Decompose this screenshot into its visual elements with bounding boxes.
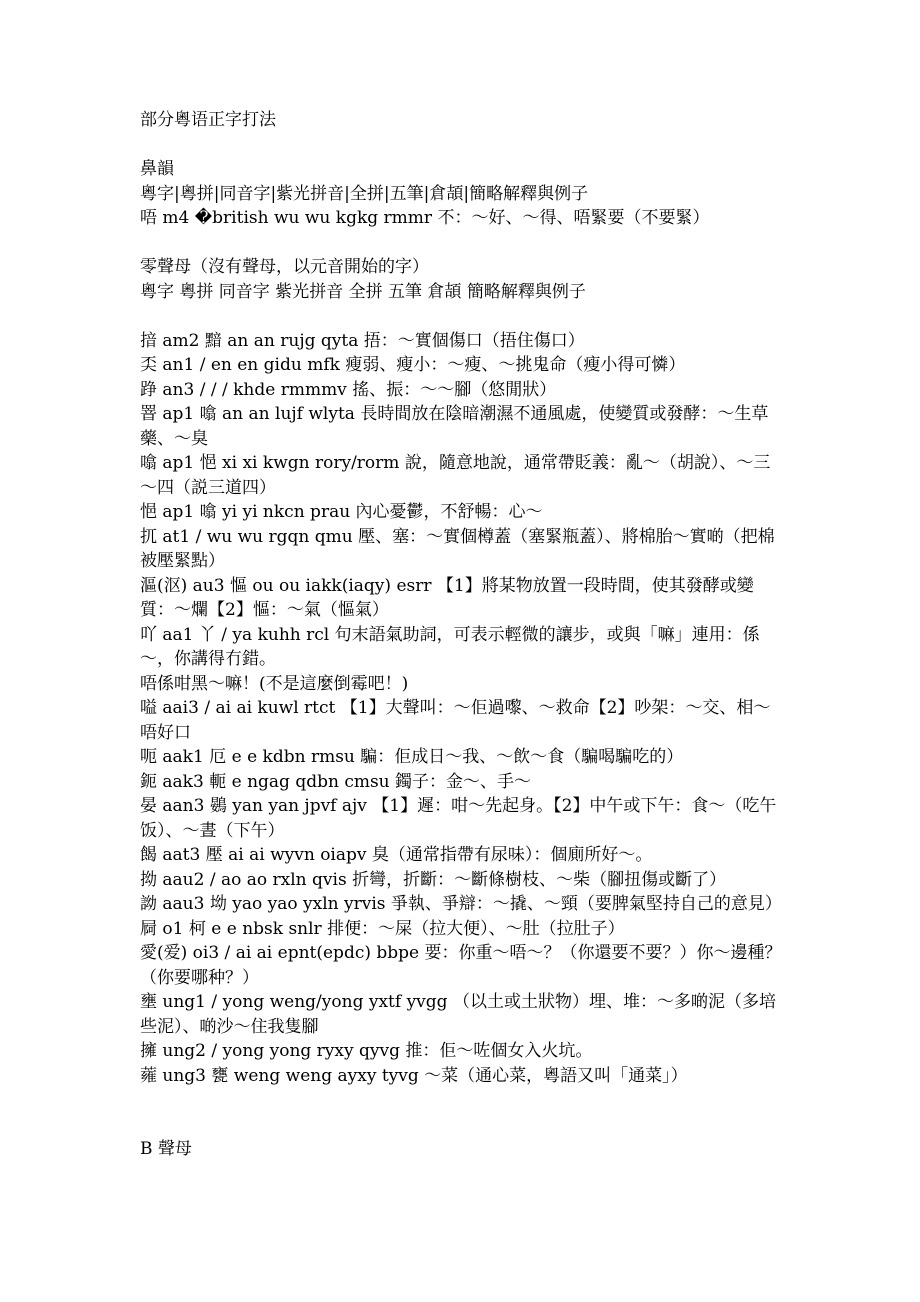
entry-row: 悒 ap1 噏 yi yi nkcn prau 內心憂鬱，不舒暢：心～ <box>140 502 543 522</box>
entry-row: 漚(沤) au3 慪 ou ou iakk(iaqy) esrr 【1】將某物放置一段時間，使其發酵或變質：～爛【2】慪：～氣（慪氣） <box>140 575 754 620</box>
entry-row: 吖 aa1 丫 / ya kuhh rcl 句末語氣助詞，可表示輕微的讓步，或與「嘛」連用：係～，你講得冇錯。 <box>140 624 760 669</box>
entry-row: 餲 aat3 壓 ai ai wyvn oiapv 臭（通常指帶有尿味）：個廁所好～。 <box>140 845 653 865</box>
entry-row: 唔係咁黑～嘛！(不是這麼倒霉吧！) <box>140 673 409 694</box>
entry-row: 踭 an3 / / / khde rmmmv 搖、振：～～腳（悠閒狀） <box>140 379 557 400</box>
entry-row: 屙 o1 柯 e e nbsk snlr 排便：～屎（拉大便）、～肚（拉肚子） <box>140 918 625 939</box>
section-heading-nasal: 鼻韻 <box>140 159 174 179</box>
entry-row: 揞 am2 黯 an an rujg qyta 捂：～實個傷口（捂住傷口） <box>140 330 585 351</box>
entry-row: 拗 aau2 / ao ao rxln qvis 折彎，折斷：～斷條樹枝、～柴（腳扭傷或斷了） <box>140 869 727 890</box>
entry-row: 壅 ung1 / yong weng/yong yxtf yvgg （以土或土狀物）埋、堆：～多啲泥（多培些泥）、啲沙～住我隻腳 <box>140 992 776 1037</box>
entry-row: 詏 aau3 坳 yao yao yxln yrvis 爭執、爭辯：～撬、～頸（要脾氣堅持自己的意見） <box>140 894 782 914</box>
section-heading-zero-initial: 零聲母（沒有聲母，以元音開始的字） <box>140 257 429 277</box>
entry-row: 奀 an1 / en en gidu mfk 瘦弱、瘦小：～瘦、～挑鬼命（瘦小得可憐） <box>140 355 686 375</box>
entry-row: 愛(爱) oi3 / ai ai epnt(epdc) bbpe 要：你重～唔～？（你還要不要？）你～邊種？（你要哪种？） <box>140 943 782 988</box>
entry-row: 擁 ung2 / yong yong ryxy qyvg 推：佢～咗個女入火坑。 <box>140 1041 593 1061</box>
document-title: 部分粵语正字打法 <box>140 110 276 130</box>
column-header-nasal: 粵字|粵拼|同音字|紫光拼音|全拼|五筆|倉頡|簡略解釋與例子 <box>140 183 589 204</box>
entry-row: 呃 aak1 厄 e e kdbn rmsu 騙：佢成日～我、～飲～食（騙喝騙吃的） <box>140 747 684 767</box>
entry-row: 扤 at1 / wu wu rgqn qmu 壓、塞：～實個樽蓋（塞緊瓶蓋）、將棉胎～實啲（把棉被壓緊點） <box>140 526 775 571</box>
entry-row: 嗌 aai3 / ai ai kuwl rtct 【1】大聲叫：～佢過嚟、～救命【2】吵架：～交、相～唔好口 <box>140 698 771 743</box>
entry-row: 噏 ap1 悒 xi xi kwgn rory/rorm 說，隨意地說，通常帶貶義：亂～（胡說）、～三～四（説三道四） <box>140 453 771 498</box>
column-header-zero-initial: 粵字 粵拼 同音字 紫光拼音 全拼 五筆 倉頡 簡略解釋與例子 <box>140 281 586 302</box>
section-heading-b-initial: B 聲母 <box>140 1139 192 1159</box>
entry-row: 蕹 ung3 甕 weng weng ayxy tyvg ～菜（通心菜，粵語又叫「通菜」） <box>140 1065 688 1086</box>
entry-m4: 唔 m4 �british wu wu kgkg rmmr 不：～好、～得、唔緊要（不要緊） <box>140 208 710 228</box>
document-page <box>140 108 785 1162</box>
entry-row: 晏 aan3 鷃 yan yan jpvf ajv 【1】遲：咁～先起身。【2】中午或下午：食～（吃午饭）、～晝（下午） <box>140 796 777 841</box>
entry-row: 罯 ap1 噏 an an lujf wlyta 長時間放在陰暗潮濕不通風處，使變質或發酵：～生草藥、～臭 <box>140 404 769 449</box>
entry-row: 鈪 aak3 軛 e ngag qdbn cmsu 鐲子：金～、手～ <box>140 771 532 792</box>
